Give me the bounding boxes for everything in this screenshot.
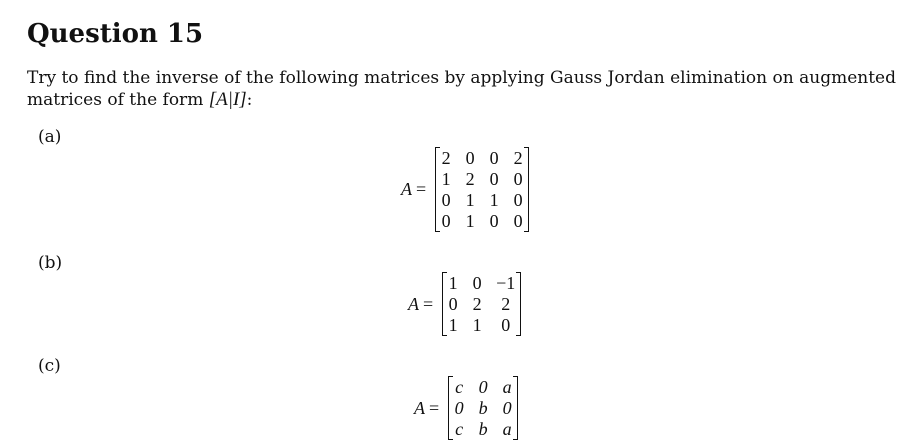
matrix-entry: 0 <box>501 315 511 335</box>
matrix-entry: 0 <box>448 294 458 314</box>
part-a-matrix <box>435 147 529 232</box>
matrix-cells <box>448 272 515 336</box>
part-c-matrix <box>448 376 518 440</box>
augmented-matrix-notation: [A|I] <box>208 89 247 110</box>
matrix-cells <box>454 376 512 440</box>
matrix-entry: 1 <box>448 315 458 335</box>
matrix-entry: 1 <box>489 190 499 210</box>
right-bracket <box>524 147 529 232</box>
left-bracket <box>442 272 447 336</box>
part-b-equation <box>408 272 521 336</box>
matrix-entry: 1 <box>472 315 482 335</box>
matrix-entry: 1 <box>448 273 458 293</box>
matrix-entry: 0 <box>513 211 523 231</box>
part-c-lhs: A = <box>414 397 440 418</box>
prompt-text: Try to find the inverse of the following matrices by applying Gauss Jordan elimination on augmented matrices of the form <box>27 68 896 110</box>
matrix-entry: 0 <box>441 211 451 231</box>
right-bracket <box>516 272 521 336</box>
matrix-entry: 1 <box>465 190 475 210</box>
part-b-label: (b) <box>38 253 63 273</box>
matrix-entry: a <box>502 419 512 439</box>
matrix-entry: 0 <box>489 169 499 189</box>
matrix-entry: c <box>455 377 464 397</box>
matrix-entry: 1 <box>441 169 451 189</box>
matrix-entry: 0 <box>478 377 488 397</box>
prompt-colon: : <box>246 90 253 110</box>
matrix-entry: 0 <box>465 148 475 168</box>
matrix-entry: a <box>502 377 512 397</box>
left-bracket <box>448 376 453 440</box>
matrix-entry: 2 <box>465 169 475 189</box>
matrix-entry: 0 <box>454 398 464 418</box>
matrix-entry: −1 <box>496 273 516 293</box>
matrix-entry: 2 <box>441 148 451 168</box>
part-c-equation <box>414 376 518 440</box>
matrix-entry: 0 <box>489 148 499 168</box>
part-a-label: (a) <box>38 127 62 147</box>
matrix-entry: 0 <box>513 190 523 210</box>
part-a-equation <box>401 147 529 232</box>
matrix-entry: 0 <box>502 398 512 418</box>
part-b-matrix <box>442 272 521 336</box>
matrix-entry: c <box>455 419 464 439</box>
matrix-entry: b <box>478 419 488 439</box>
left-bracket <box>435 147 440 232</box>
matrix-entry: 2 <box>472 294 482 314</box>
part-a-lhs: A = <box>401 179 427 199</box>
part-c-label: (c) <box>38 356 61 376</box>
matrix-entry: 0 <box>513 169 523 189</box>
matrix-entry: b <box>478 398 488 418</box>
matrix-entry: 2 <box>501 294 511 314</box>
matrix-entry: 1 <box>465 211 475 231</box>
matrix-cells <box>441 147 523 232</box>
matrix-entry: 0 <box>472 273 482 293</box>
matrix-entry: 0 <box>441 190 451 210</box>
question-prompt <box>27 67 897 111</box>
question-title: Question 15 <box>27 19 204 49</box>
matrix-entry: 2 <box>513 148 523 168</box>
matrix-entry: 0 <box>489 211 499 231</box>
right-bracket <box>513 376 518 440</box>
part-b-lhs: A = <box>408 293 434 314</box>
